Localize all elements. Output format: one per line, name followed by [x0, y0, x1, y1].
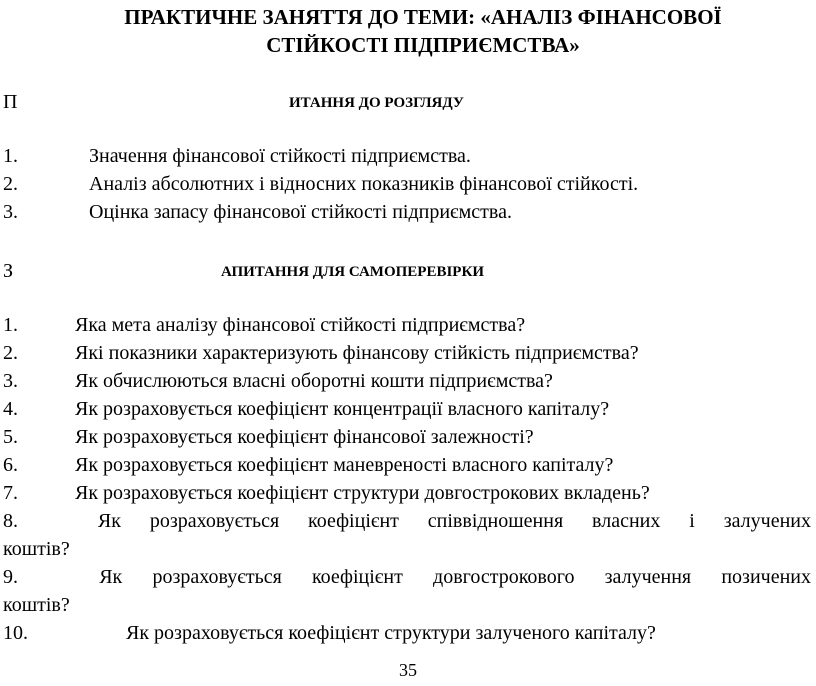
item-word: коефіцієнт	[311, 566, 403, 588]
item-number: 3.	[3, 201, 18, 223]
item-word: розраховується	[152, 566, 282, 588]
item-word: позичених	[721, 566, 811, 588]
item-word: коефіцієнт	[308, 510, 399, 532]
item-number: 4.	[3, 398, 18, 420]
item-word: залучених	[723, 510, 811, 532]
item-text: Значення фінансової стійкості підприємства.	[89, 145, 471, 167]
item-number: 3.	[3, 370, 18, 392]
item-number: 7.	[3, 482, 18, 504]
title-line-2: СТІЙКОСТІ ПІДПРИЄМСТВА»	[266, 33, 580, 57]
item-text: Яка мета аналізу фінансової стійкості підприємства?	[75, 314, 526, 336]
item-number: 9.	[3, 566, 18, 588]
section-heading-text: ИТАННЯ ДО РОЗГЛЯДУ	[289, 95, 464, 111]
item-text: Оцінка запасу фінансової стійкості підприємства.	[89, 201, 512, 223]
item-text: Як обчислюються власні оборотні кошти підприємства?	[75, 370, 553, 392]
page-title	[0, 3, 816, 59]
title-line-1: ПРАКТИЧНЕ ЗАНЯТТЯ ДО ТЕМИ: «АНАЛІЗ ФІНАНСОВОЇ	[124, 5, 722, 29]
item-number: 1.	[3, 145, 18, 167]
item-number: 8.	[3, 510, 18, 532]
list-item-wrapped	[3, 563, 811, 619]
item-text: Як розраховується коефіцієнт маневреності власного капіталу?	[75, 454, 614, 476]
item-number: 1.	[3, 314, 18, 336]
item-word: довгострокового	[433, 566, 575, 588]
item-number: 2.	[3, 173, 18, 195]
item-text: Як розраховується коефіцієнт структури залученого капіталу?	[126, 622, 656, 644]
item-word: власних	[592, 510, 661, 532]
section-heading-initial: З	[3, 260, 14, 282]
item-continuation: коштів?	[3, 594, 70, 616]
section-heading-questions	[3, 88, 816, 116]
page-number: 35	[399, 660, 417, 680]
item-number: 6.	[3, 454, 18, 476]
section-heading-text: АПИТАННЯ ДЛЯ САМОПЕРЕВІРКИ	[221, 264, 485, 280]
item-word: Як	[97, 510, 121, 532]
item-word: розраховується	[149, 510, 280, 532]
item-number: 10.	[3, 622, 28, 644]
item-continuation: коштів?	[3, 538, 70, 560]
item-word: співвідношення	[427, 510, 564, 532]
item-number: 5.	[3, 426, 18, 448]
item-number: 2.	[3, 342, 18, 364]
item-word: Як	[99, 566, 123, 588]
list-item-wrapped	[3, 507, 811, 563]
item-word: залучення	[604, 566, 692, 588]
item-text: Як розраховується коефіцієнт концентрації власного капіталу?	[75, 398, 610, 420]
item-text: Як розраховується коефіцієнт структури довгострокових вкладень?	[75, 482, 650, 504]
item-word: і	[689, 510, 695, 532]
item-text: Аналіз абсолютних і відносних показників фінансової стійкості.	[89, 173, 639, 195]
section-heading-initial: П	[3, 91, 18, 113]
item-text: Які показники характеризують фінансову стійкість підприємства?	[75, 342, 639, 364]
item-text: Як розраховується коефіцієнт фінансової залежності?	[75, 426, 534, 448]
section-heading-self-check	[3, 257, 816, 285]
